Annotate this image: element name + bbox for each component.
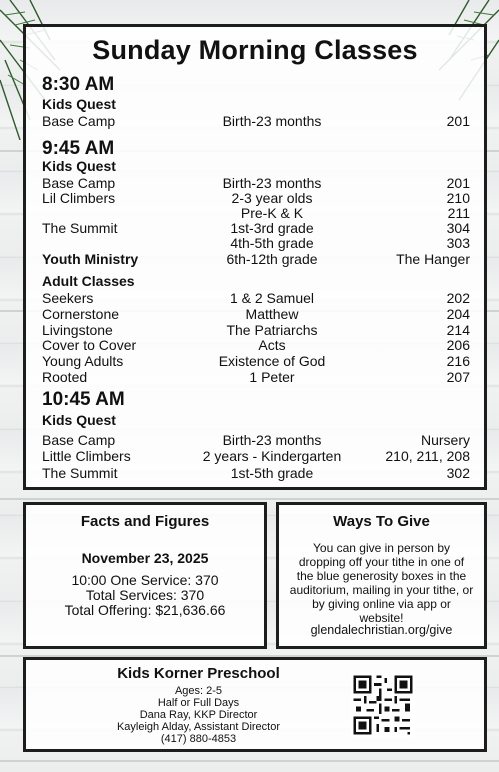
class-room: 201 xyxy=(446,175,470,191)
class-name: Cover to Cover xyxy=(42,337,137,353)
class-desc: Matthew xyxy=(245,306,299,322)
class-desc: 1 & 2 Samuel xyxy=(229,290,315,306)
give-link[interactable]: glendalechristian.org/give xyxy=(310,623,453,637)
class-name: Rooted xyxy=(42,369,88,385)
class-row xyxy=(42,113,470,129)
class-desc: Acts xyxy=(258,337,286,353)
classes-panel xyxy=(23,24,487,490)
class-name: Little Climbers xyxy=(42,448,131,464)
class-room: 216 xyxy=(446,353,470,369)
class-row xyxy=(42,175,470,191)
qr-code-icon[interactable] xyxy=(351,673,415,737)
time-945: 9:45 AM xyxy=(42,138,115,159)
class-desc: 4th-5th grade xyxy=(230,235,314,251)
class-name: Cornerstone xyxy=(42,306,120,322)
class-row xyxy=(42,205,470,221)
class-desc: Birth-23 months xyxy=(222,432,322,448)
class-room: 302 xyxy=(446,465,470,481)
class-room: 210 xyxy=(446,190,470,206)
class-row xyxy=(42,353,470,369)
kids-korner-line: Half or Full Days xyxy=(157,697,240,709)
class-room: 211 xyxy=(447,205,470,221)
class-row xyxy=(42,369,470,385)
class-row xyxy=(42,190,470,206)
class-name: Base Camp xyxy=(42,113,116,129)
facts-line: Total Services: 370 xyxy=(85,587,205,603)
class-row xyxy=(42,432,470,448)
kids-korner-line: Dana Ray, KKP Director xyxy=(139,709,258,721)
class-row xyxy=(42,306,470,322)
class-name: The Summit xyxy=(42,465,118,481)
facts-line: 10:00 One Service: 370 xyxy=(71,572,219,588)
class-room: The Hanger xyxy=(396,251,470,267)
class-desc: 1st-3rd grade xyxy=(230,220,314,236)
time-1045: 10:45 AM xyxy=(42,389,125,410)
class-desc: 1 Peter xyxy=(249,369,295,385)
group-label-830-kids-quest: Kids Quest xyxy=(42,96,116,112)
class-desc: 6th-12th grade xyxy=(226,251,318,267)
class-room: 207 xyxy=(446,369,470,385)
group-label-adult-classes: Adult Classes xyxy=(42,273,135,289)
ways-to-give-panel xyxy=(276,502,487,649)
class-name: Seekers xyxy=(42,290,94,306)
class-desc: 1st-5th grade xyxy=(230,465,314,481)
class-room: 204 xyxy=(446,306,470,322)
give-title: Ways To Give xyxy=(333,513,430,530)
class-room: 206 xyxy=(446,337,470,353)
class-name: Young Adults xyxy=(42,353,124,369)
kids-korner-panel xyxy=(23,657,487,752)
class-room: 202 xyxy=(446,290,470,306)
class-room: 201 xyxy=(446,113,470,129)
class-row xyxy=(42,290,470,306)
youth-ministry-row xyxy=(42,251,470,267)
kids-korner-line: Kayleigh Alday, Assistant Director xyxy=(116,721,281,733)
class-name: Youth Ministry xyxy=(42,251,139,267)
time-830: 8:30 AM xyxy=(42,74,115,95)
class-desc: Birth-23 months xyxy=(222,113,322,129)
facts-title: Facts and Figures xyxy=(80,513,210,530)
class-name: Livingstone xyxy=(42,322,113,338)
class-desc: Existence of God xyxy=(218,353,326,369)
class-desc: 2-3 year olds xyxy=(231,190,313,206)
class-desc: Pre-K & K xyxy=(240,205,304,221)
class-desc: The Patriarchs xyxy=(226,322,318,338)
class-row xyxy=(42,220,470,236)
class-row xyxy=(42,448,470,464)
group-label-945-kids-quest: Kids Quest xyxy=(42,158,116,174)
class-name: Base Camp xyxy=(42,432,116,448)
class-room: 210, 211, 208 xyxy=(385,448,470,464)
give-description: You can give in person by dropping off your tithe in one of the blue generosity boxes in the auditorium, mailing in your tithe, or by giving online via app or website! xyxy=(289,541,474,625)
class-name: The Summit xyxy=(42,220,118,236)
class-row xyxy=(42,465,470,481)
facts-line: Total Offering: $21,636.66 xyxy=(64,602,226,618)
class-name: Lil Climbers xyxy=(42,190,116,206)
class-room: 214 xyxy=(446,322,470,338)
page-title: Sunday Morning Classes xyxy=(92,35,418,65)
class-desc: 2 years - Kindergarten xyxy=(202,448,342,464)
class-desc: Birth-23 months xyxy=(222,175,322,191)
class-row xyxy=(42,322,470,338)
facts-date: November 23, 2025 xyxy=(81,550,209,566)
class-room: 303 xyxy=(446,235,470,251)
class-room: 304 xyxy=(446,220,470,236)
kids-korner-line: (417) 880-4853 xyxy=(160,733,237,745)
group-label-1045-kids-quest: Kids Quest xyxy=(42,412,116,428)
class-name: Base Camp xyxy=(42,175,116,191)
class-room: Nursery xyxy=(420,432,470,448)
kids-korner-title: Kids Korner Preschool xyxy=(117,665,280,682)
class-row xyxy=(42,235,470,251)
facts-and-figures-panel xyxy=(23,502,267,649)
kids-korner-line: Ages: 2-5 xyxy=(174,685,223,697)
class-row xyxy=(42,337,470,353)
